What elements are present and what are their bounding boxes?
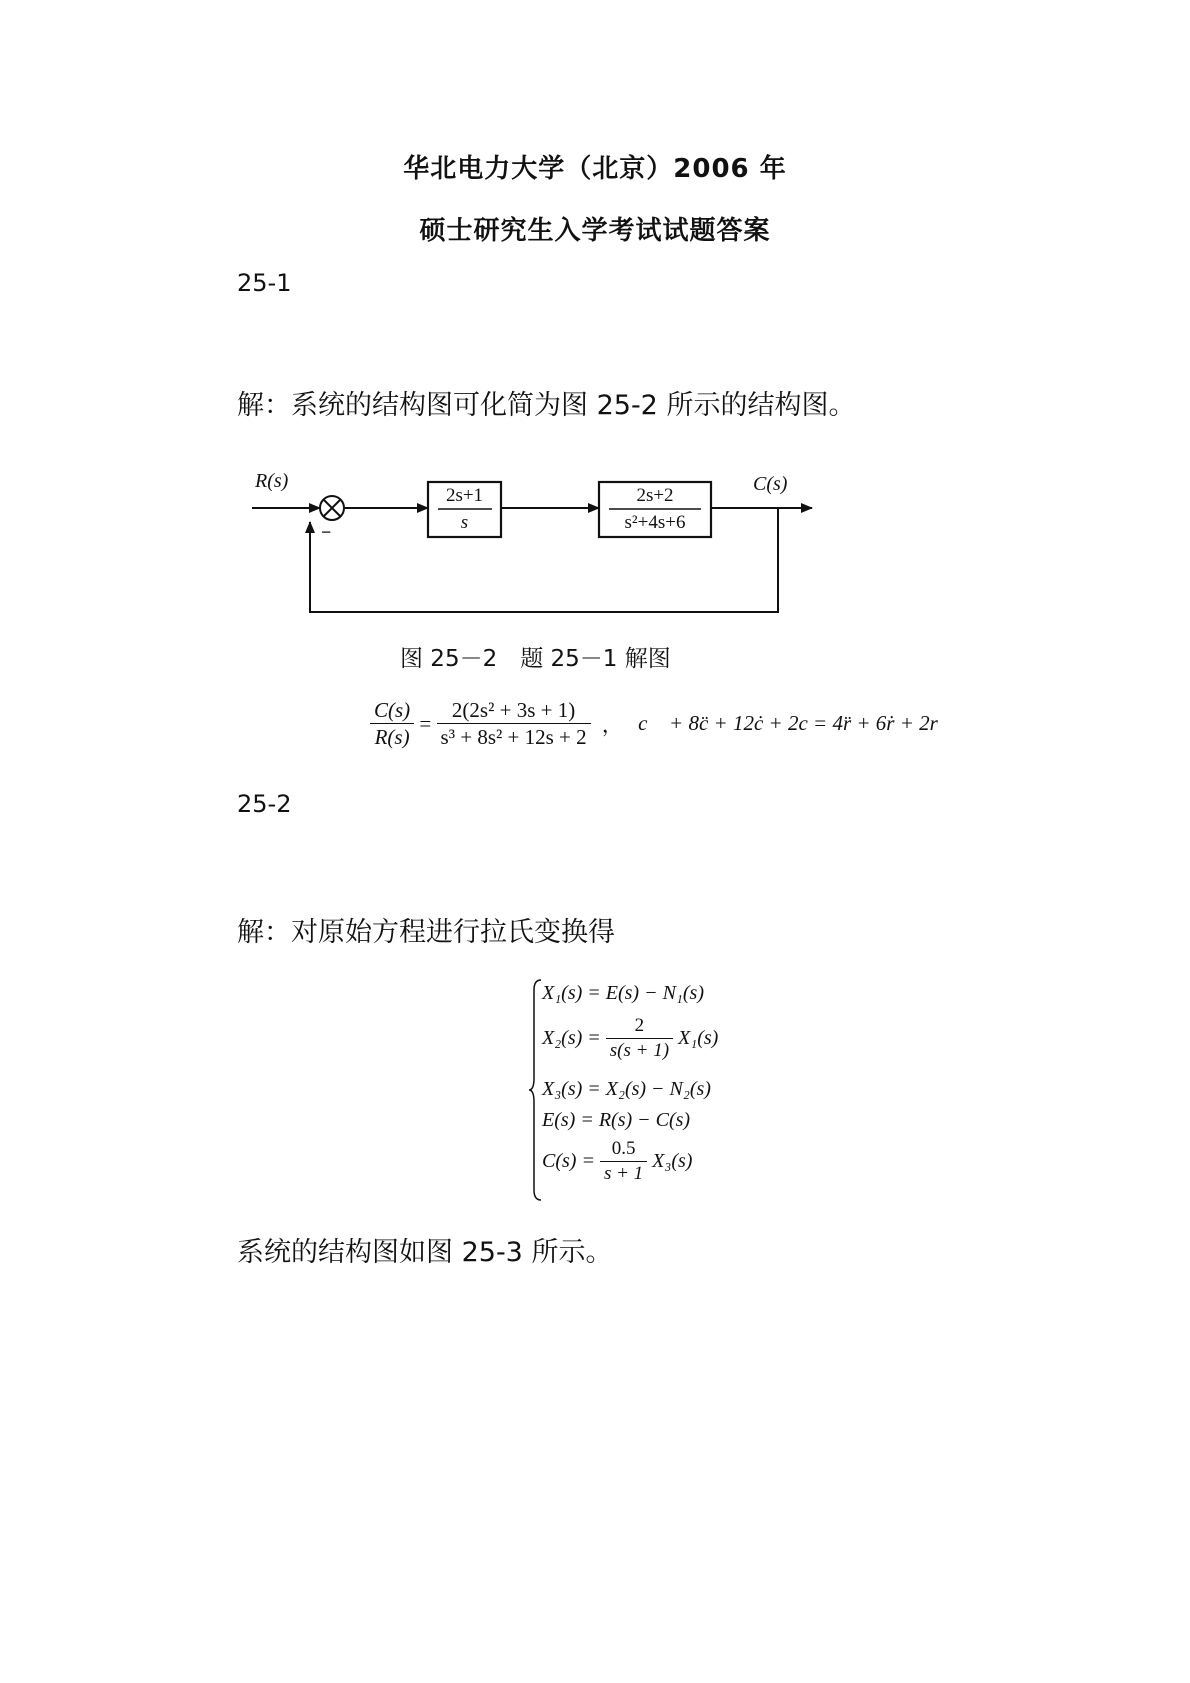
eq2-num: 2 [606,1014,673,1039]
eq2-lhs: X₂(s) = [542,1026,601,1049]
tf-lhs-num: C(s) [370,697,414,724]
eq5-den: s + 1 [603,1162,644,1184]
eq5-fraction [600,1137,647,1186]
figure-caption: 图 25－2 题 25－1 解图 [400,646,671,672]
eq5-rhs: X₃(s) [652,1149,693,1172]
input-label: R(s) [255,470,289,492]
tf-rhs-num: 2(2s² + 3s + 1) [437,697,591,724]
minus-sign: − [321,522,332,542]
closing-text: 系统的结构图如图 25-3 所示。 [237,1237,613,1268]
tf-separator: ， [601,712,623,737]
block1-numerator: 2s+1 [445,485,484,506]
equation-1: X₁(s) = E(s) − N₁(s) [542,982,704,1004]
tf-lhs-den: R(s) [374,725,410,750]
equation-2 [542,1014,718,1063]
equation-4: E(s) = R(s) − C(s) [542,1109,691,1131]
solution-text-25-1: 解：系统的结构图可化简为图 25-2 所示的结构图。 [237,390,856,421]
eq5-num: 0.5 [600,1137,647,1162]
tf-lhs-fraction [370,697,414,751]
eq2-rhs: X₁(s) [678,1026,719,1049]
solution-text-25-2: 解：对原始方程进行拉氏变换得 [237,917,615,948]
eq2-fraction [606,1014,673,1063]
output-label: C(s) [753,473,788,495]
problem-label-25-1: 25-1 [237,269,292,297]
eq2-den: s(s + 1) [609,1039,670,1061]
summing-junction [320,496,344,520]
tf-rhs-den: s³ + 8s² + 12s + 2 [440,725,587,750]
block2-numerator: 2s+2 [636,485,674,506]
problem-label-25-2: 25-2 [237,790,292,818]
equation-system [528,978,788,1203]
block2-denominator: s²+4s+6 [624,512,686,533]
equation-3: X₃(s) = X₂(s) − N₂(s) [542,1078,711,1100]
block1-denominator: s [460,512,469,533]
tf-rhs-fraction [437,697,591,751]
document-subtitle: 硕士研究生入学考试试题答案 [419,216,771,246]
document-title: 华北电力大学（北京）2006 年 [403,154,787,184]
equation-5 [542,1137,692,1186]
eq5-lhs: C(s) = [542,1149,595,1172]
ode-equation: c⃛ + 8c̈ + 12ċ + 2c = 4r̈ + 6ṙ + 2r [638,711,938,736]
transfer-function: $\frac{C(s)}{R(s)}$ = $\frac{\text{2(2s² + 3s + 1)}}{\text{s³ + 8s² + 12s + 2}}$ ， c⃛ + 8c̈ + 12ċ + 2c = 4r̈ + 6ṙ + 2r [370,697,938,751]
